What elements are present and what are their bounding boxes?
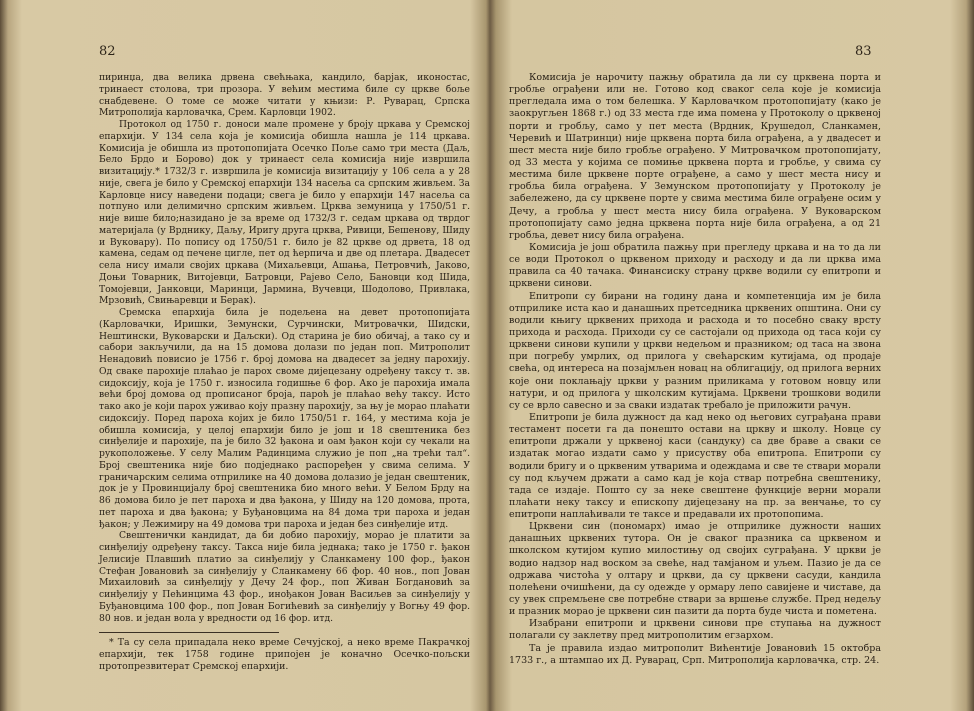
footnote-text: * Та су села припадала неко време Сечујској, а неко време Пакрачкој епархији, тек 1758 године припојен је коначно Осечко-пољски протопрезвитерат Сремској епархији. <box>99 637 470 672</box>
right-page <box>487 0 974 711</box>
body-text <box>509 72 881 667</box>
paragraph: Комисија је још обратила пажњу при прегледу цркава и на то да ли се води Протокол о црквеном приходу и расходу и да ли црква има правила са 40 тачака. Финансиску страну цркве водили су епитропи и црквени синови. <box>509 241 881 290</box>
paragraph: Црквени син (пономарх) имао је отприлике дужности наших данашњих црквених тутора. Он је сваког празника са црквеном и школском кутијом купио милостињу од својих суграђана. У цркви је водио надзор над воском за свеће, над тамјаном и уљем. Пазио је да се одржава чистоћа у олтару и цркви, да су црквени сасуди, кандила полећени очишћени, да су одежде у ормару лепо савијене и чиставе, да су увек спремљене све потребне ствари за вршење службе. Пред недељу и празник морао је црквени син пазити да порта буде чиста и пометена. <box>509 521 881 618</box>
paragraph: Сремска епархија била је подељена на девет протопопијата (Карловачки, Иришки, Земунски, Сурчински, Митровачки, Шидски, Нештински, Вуковарски и Даљски). Од старина је био обичај, а тако су и сабори закључили, да на 15 домова долази по један поп. Митрополит Ненадовић повисио је 1756 г. број домова на двадесет за једну парохију. Од сваке парохије плаћао је парох своме дијецезану одређену таксу т. зв. сидоксију, која је 1750 г. износила годишње 6 фор. Ако је парохија имала већи број домова од прописаног броја, пароћ је плаћао већу таксу. Исто тако ако је који парох уживао коју празну парохију, за њу је морао плаћати сидоксију. Поред пароха којих је било 1750/51 г. 164, у местима која је обишла комисија, у целој епархији било је још и 18 свештеника без синђелије и парохије, па је било 32 ђакона и оам ђакон који су чекали на рукоположење. У селу Малим Радинцима служио је поп „на трећи тал“. Број свештеника није био подједнако распоређен у свима селима. У граничарским селима отприлике на 40 домова долазио је један свештеник, док је у Провинцијалу број свештеника био много већи. У Белом Брду на 86 домова било је пет пароха и два ђакона, у Шиду на 120 домова, прота, пет пароха и два ђакона; у Буђановцима на 84 дома три пароха и један ђакон; у Лежимиру на 49 домова три пароха и један без синђелије итд. <box>99 307 470 530</box>
page-number: 83 <box>855 44 872 59</box>
body-text <box>99 72 470 624</box>
page-number: 82 <box>99 44 116 59</box>
paragraph: Епитропи су бирани на годину дана и компетенција им је била отприлике иста као и данашњих претседника црквених општина. Они су водили књигу црквених прихода и расхода и то посебно сваку врсту прихода и расхода. Приходи су се састојали од прихода од таса који су црквени синови купили у цркви недељом и празником; од таса на звона при погребу умрлих, од прилога у свећарским кутијама, од продаје свећа, од интереса на позајмљен новац на облигацију, од прилога верних које они поклањају цркви у разним приликама у готовом новцу или натури, и од прилога у школским кутијама. Црквени трошкови водили су се врло савесно и за сваки издатак требало је приложити рачун. <box>509 290 881 411</box>
paragraph: Епитропи је била дужност да кад неко од његових суграђана прави тестамент посети га да понешто остави на цркву и школу. Новце су епитропи држали у црквеној каси (сандуку) са две браве а сваки се издатак могао издати само у присуству оба епитропа. Епитропи су водили бригу и о црквеним утварима и одеждама и све те ствари морали су под кључем држати а само кад је која ствар потребна свештенику, тада се издаје. Пошто су за неке свештене функције верни морали плаћати неку таксу и епископу дијецезану на пр. за венчање, то су епитропи наплаћивали те таксе и предавали их протопопима. <box>509 411 881 521</box>
footnote-rule <box>99 632 279 633</box>
paragraph: Изабрани епитропи и црквени синови пре ступања на дужност полагали су заклетву пред митрополитим егзархом. <box>509 618 881 642</box>
paragraph: пиринџа, два велика дрвена свећњака, кандило, барјак, иконостас, тринаест столова, три прозора. У већим местима биле су цркве боље снабдевене. О томе се може читати у књизи: Р. Руварац, Српска Митрополија карловачка, Срем. Карловци 1902. <box>99 72 470 119</box>
paragraph: Свештенички кандидат, да би добио парохију, морао је платити за синђелију одређену таксу. Такса није била једнака; тако је 1750 г. ђакон Јелисије Плавшић платио за синђелију у Сланкамену 100 фор., ђакон Стефан Јовановић за синђелију у Сланкамену 66 фор. 40 нов., поп Јован Михаиловић за синђелију у Дечу 24 фор., поп Живан Богдановић за синђелију у Пећинцима 43 фор., инођакон Јован Васиљев за синђелију у Буђановцима 100 фор., поп Јован Богићевић за синђелију у Вогњу 49 фор. 80 нов. и један вола у вредности од 16 фор. итд. <box>99 530 470 624</box>
paragraph: Протокол од 1750 г. доноси мале промене у броју цркава у Сремској епархији. У 134 села која је комисија обишла нашла је 114 цркава. Комисија је обишла из протопопијата Осечко Поље само три места (Даљ, Бело Брдо и Борово) док у тринаест села комисија није извршила визитацију.* 1732/3 г. извршила је комисија визитацију у 106 села а у 28 није, свега је било у Сремској епархији 134 насеља са српским живљем. За Карловце нису наведени подаци; свега је било у епархији 147 насеља са потпуно или делимично српским живљем. Црква земуница у 1750/51 г. није више било;назидано је за време од 1732/3 г. седам цркава од тврдог материјала (у Врднику, Даљу, Иригу друга црква, Ривици, Бешенову, Шиду и Вуковару). По попису од 1750/51 г. било је 82 цркве од дрвета, 18 од камена, седам од печене цигле, пет од ћерпича и две од плетара. Двадесет села нису имали својих цркава (Михаљевци, Ашања, Петровчић, Јаково, Доњи Товарник, Витојевци, Батровци, Рајево Село, Бановци код Шида, Томојевци, Јанковци, Маринци, Јармина, Вучевци, Шодолово, Привлака, Мрзовић, Свињаревци и Берак). <box>99 119 470 307</box>
footnote <box>99 637 470 673</box>
paragraph: Та је правила издао митрополит Вићентије Јовановић 15 октобра 1733 г., а штампао их Д. Руварац, Срп. Митрополија карловачка, стр. 24. <box>509 642 881 666</box>
paragraph: Комисија је нарочиту пажњу обратила да ли су црквена порта и гробље ограђени или не. Готово код сваког села које је комисија прегледала има о том белешка. У Карловачком протопопијату (како је заокругљен 1868 г.) од 33 места где има помена у Протоколу о црквеној порти и гробљу, само у пет места (Врдник, Крушедол, Сланкамен, Черевић и Шатринци) није црквена порта била ограђена, а у двадесет и шест места није било гробље ограђено. У Митровачком протопопијату, од 33 места у којима се помиње црквена порта и гробље, у свима су местима биле црквене порте ограђене, а само у шест места нису и гробља била ограђена. У Земунском протопопијату у Протоколу је забележено, да су црквене порте у свима местима биле ограђене осим у Дечу, а гробља у шест места нису била ограђена. У Вуковарском протопопијату само једна црквена порта није била ограђена, а од 21 гробља, девет нису била ограђена. <box>509 72 881 241</box>
